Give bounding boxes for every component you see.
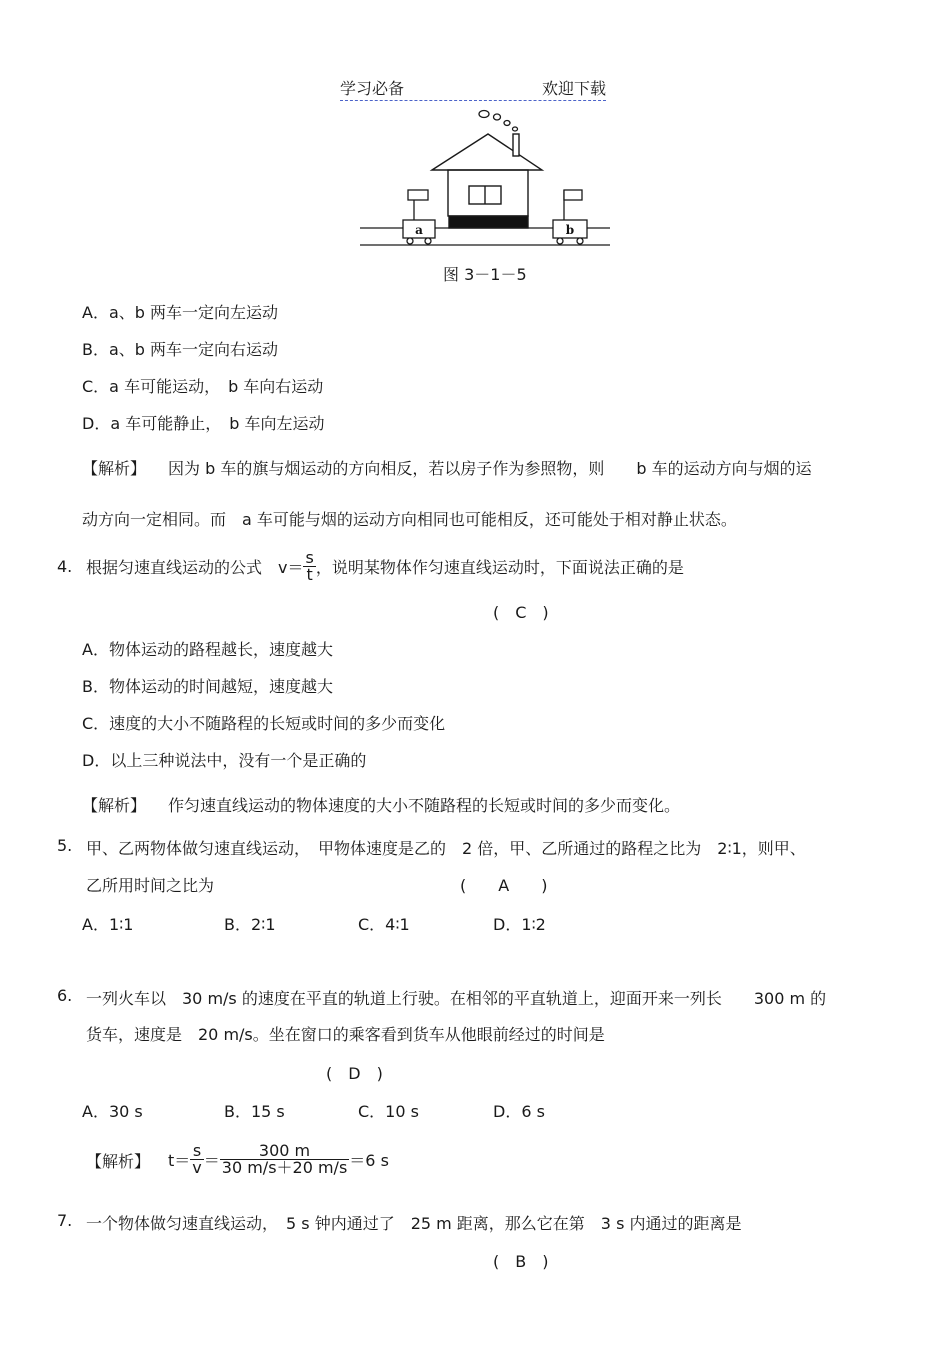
smoke-icon: [479, 111, 518, 132]
q4-analysis: 作匀速直线运动的物体速度的大小不随路程的长短或时间的多少而变化。: [168, 796, 681, 815]
q3-option-c: C．a 车可能运动， b 车向右运动: [82, 377, 324, 396]
q4-answer: ( C ): [493, 603, 549, 622]
q4-stem: [86, 546, 684, 586]
q3-analysis-line2: 动方向一定相同。而 a 车可能与烟的运动方向相同也可能相反，还可能处于相对静止状态。: [82, 510, 737, 529]
q6-option-d: D．6 s: [493, 1102, 545, 1121]
q6-formula-post: ＝6 s: [349, 1150, 389, 1170]
q4-option-b: B．物体运动的时间越短，速度越大: [82, 677, 333, 696]
q3-analysis-line1: 因为 b 车的旗与烟运动的方向相反，若以房子作为参照物，则 b 车的运动方向与烟的运: [168, 459, 812, 478]
q3-option-b: B．a、b 两车一定向右运动: [82, 340, 279, 359]
q7-number: 7.: [57, 1211, 73, 1230]
q5-number: 5.: [57, 836, 73, 855]
car-b-label: b: [565, 223, 575, 237]
q6-number: 6.: [57, 986, 73, 1005]
header-left: 学习必备: [340, 79, 405, 98]
q4-stem-post: ，说明某物体作匀速直线运动时，下面说法正确的是: [315, 557, 684, 577]
header-right: 欢迎下载: [541, 79, 606, 98]
page-header: [340, 76, 606, 101]
q5-option-d: D．1∶2: [493, 915, 546, 934]
q4-number: 4.: [57, 557, 73, 576]
q4-option-a: A．物体运动的路程越长，速度越大: [82, 640, 333, 659]
q6-frac2-numerator: 300 m: [220, 1143, 350, 1160]
q4-stem-pre: 根据匀速直线运动的公式 v＝: [86, 557, 304, 577]
q6-fraction-values: [220, 1140, 350, 1177]
q6-stem-line2: 货车，速度是 20 m/s。坐在窗口的乘客看到货车从他眼前经过的时间是: [86, 1025, 605, 1044]
q5-stem-line1: 甲、乙两物体做匀速直线运动， 甲物体速度是乙的 2 倍，甲、乙所通过的路程之比为 2∶1，则甲、: [86, 839, 806, 858]
q5-answer: ( A ): [460, 876, 548, 895]
house-icon: [432, 134, 542, 228]
q6-option-a: A．30 s: [82, 1102, 143, 1121]
q6-frac1-denominator: v: [192, 1157, 202, 1177]
q6-option-b: B．15 s: [224, 1102, 285, 1121]
figure-caption: 图 3－1－5: [443, 265, 527, 284]
q5-option-c: C．4∶1: [358, 915, 410, 934]
q6-option-c: C．10 s: [358, 1102, 419, 1121]
q3-option-a: A．a、b 两车一定向左运动: [82, 303, 278, 322]
q6-fraction-s-over-v: [190, 1140, 203, 1177]
q6-frac2-denominator: 30 m/s＋20 m/s: [221, 1157, 348, 1177]
q6-answer: ( D ): [326, 1064, 383, 1083]
q6-formula-equals: ＝: [203, 1150, 220, 1170]
car-a-label: a: [415, 223, 423, 237]
q4-option-d: D．以上三种说法中，没有一个是正确的: [82, 751, 367, 770]
q4-option-c: C．速度的大小不随路程的长短或时间的多少而变化: [82, 714, 446, 733]
house-cars-figure: [358, 104, 614, 250]
q6-stem-line1: 一列火车以 30 m/s 的速度在平直的轨道上行驶。在相邻的平直轨道上，迎面开来一列长 300 m 的: [86, 989, 827, 1008]
q4-frac-denominator: t: [306, 564, 313, 584]
q5-stem-line2: 乙所用时间之比为: [86, 876, 215, 895]
q6-formula: [168, 1136, 389, 1182]
q4-frac-numerator: s: [305, 547, 314, 567]
q7-stem-line1: 一个物体做匀速直线运动， 5 s 钟内通过了 25 m 距离，那么它在第 3 s 内通过的距离是: [86, 1214, 742, 1233]
q6-analysis-tag: 【解析】: [86, 1152, 151, 1171]
q6-frac1-numerator: s: [190, 1143, 203, 1160]
q6-formula-pre: t＝: [168, 1150, 191, 1170]
q3-option-d: D．a 车可能静止， b 车向左运动: [82, 414, 325, 433]
q5-option-a: A．1∶1: [82, 915, 134, 934]
q7-answer: ( B ): [493, 1252, 549, 1271]
q5-option-b: B．2∶1: [224, 915, 276, 934]
q3-analysis-tag: 【解析】: [82, 459, 147, 478]
q4-analysis-tag: 【解析】: [82, 796, 147, 815]
q4-velocity-fraction: [303, 547, 315, 584]
